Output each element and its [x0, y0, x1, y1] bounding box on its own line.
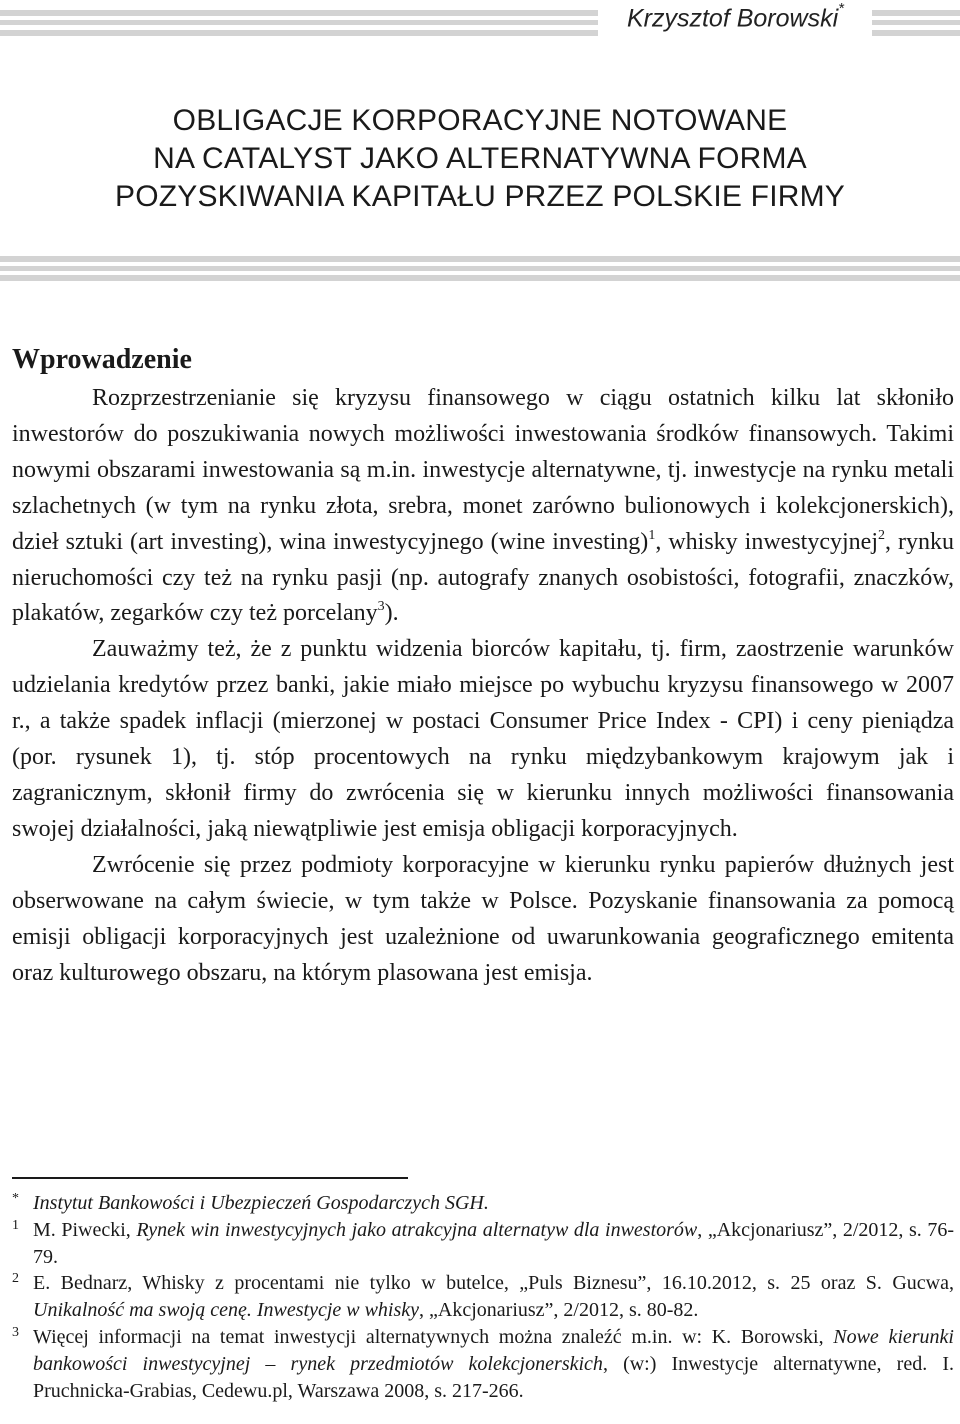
author-name	[626, 0, 844, 33]
header-bar-left	[0, 10, 598, 16]
footnote-mark: 1	[12, 1217, 19, 1233]
title-divider-3	[0, 275, 960, 281]
title-line-2: NA CATALYST JAKO ALTERNATYWNA FORMA	[153, 142, 807, 175]
title-divider-1	[0, 256, 960, 262]
paragraph-1-part-b: , whisky inwestycyjnej	[655, 528, 878, 555]
footnote-separator	[12, 1177, 408, 1179]
footnote-ref-2: 2	[878, 527, 885, 543]
footnote-mark: *	[12, 1191, 19, 1206]
paragraph-1-part-a: Rozprzestrzenianie się kryzysu finansowego w ciągu ostatnich kilku lat skłoniło inwestorów do poszukiwania nowych możliwości inwestowania środków finansowych. Takimi nowymi obszarami inwestowania są m.in. inwestycje alternatywne, tj. inwestycje na rynku metali szlachetnych (w tym na rynku złota, srebra, monet zarówno bulionowych i kolekcjonerskich), dzieł sztuki (art investing), wina inwestycyjnego (wine investing)	[12, 385, 954, 555]
title-line-3: POZYSKIWANIA KAPITAŁU PRZEZ POLSKIE FIRMY	[114, 180, 846, 213]
article-title	[0, 102, 960, 216]
paragraph-1-part-c: , rynku nieruchomości czy też na rynku pasji (np. autografy znanych osobistości, fotografii, znaczków, plakatów, zegarków czy też porcelany	[12, 528, 955, 627]
footnote-ref-3: 3	[377, 599, 385, 615]
footnote-mark: 3	[12, 1324, 19, 1340]
author-text: Krzysztof Borowski	[626, 4, 839, 33]
header-bar-left-2	[0, 20, 598, 25]
footnote-text: , (w:) Inwestycje alternatywne, red. I. Pruchnicka-Grabias, Cedewu.pl, Warszawa 2008, s. 217-266.	[33, 1352, 955, 1402]
footnote-1	[12, 1217, 954, 1271]
header-bar-left-3	[0, 30, 598, 36]
footnote-text: Więcej informacji na temat inwestycji alternatywnych można znaleźć m.in. w: K. Borowski,	[33, 1325, 834, 1348]
body-text	[12, 381, 954, 991]
footnote-3	[12, 1324, 954, 1404]
footnote-text: E. Bednarz, Whisky z procentami nie tylko w butelce, „Puls Biznesu”, 16.10.2012, s. 25 oraz S. Gucwa,	[33, 1272, 954, 1295]
header-bar-right	[872, 10, 960, 16]
footnote-affiliation	[12, 1190, 954, 1217]
footnote-ref-1: 1	[648, 527, 656, 543]
paragraph-1-part-d: ).	[384, 600, 399, 627]
footnote-text: , „Akcjonariusz”, 2/2012, s. 76-79.	[33, 1218, 955, 1268]
paragraph-3: Zwrócenie się przez podmioty korporacyjne w kierunku rynku papierów dłużnych jest obserwowane na całym świecie, w tym także w Polsce. Pozyskanie finansowania za pomocą emisji obligacji korporacyjnych jest uzależnione od uwarunkowania geograficznego emitenta oraz kulturowego obszaru, na którym plasowana jest emisja.	[12, 851, 954, 986]
author-footnote-mark: *	[838, 0, 844, 17]
footnote-2	[12, 1270, 954, 1324]
paragraph-1	[12, 381, 954, 632]
section-heading: Wprowadzenie	[12, 344, 192, 375]
footnote-cited-title: Unikalność ma swoją cenę. Inwestycje w whisky	[33, 1299, 420, 1322]
footnote-cited-title: Rynek win inwestycyjnych jako atrakcyjna alternatyw dla inwestorów	[136, 1218, 698, 1241]
footnote-mark: 2	[12, 1271, 19, 1287]
footnote-text: , „Akcjonariusz”, 2/2012, s. 80-82.	[419, 1299, 699, 1322]
title-divider-2	[0, 266, 960, 271]
paragraph-2: Zauważmy też, że z punktu widzenia biorców kapitału, tj. firm, zaostrzenie warunków udzielania kredytów przez banki, jakie miało miejsce po wybuchu kryzysu finansowego w 2007 r., a także spadek inflacji (mierzonej w postaci Consumer Price Index - CPI) i ceny pieniądza (por. rysunek 1), tj. stóp procentowych na rynku międzybankowym krajowym jak i zagranicznym, skłonił firmy do zwrócenia się w kierunku innych możliwości finansowania swojej działalności, jaką niewątpliwie jest emisja obligacji korporacyjnych.	[12, 636, 954, 842]
header-bar-right-2	[872, 20, 960, 25]
header-bar-right-3	[872, 30, 960, 36]
title-line-1: OBLIGACJE KORPORACYJNE NOTOWANE	[172, 104, 788, 137]
footnote-text: M. Piwecki,	[33, 1218, 137, 1241]
footnotes	[12, 1190, 954, 1404]
footnote-text: Instytut Bankowości i Ubezpieczeń Gospodarczych SGH.	[33, 1192, 489, 1214]
footnote-cited-title: Nowe kierunki bankowości inwestycyjnej – rynek przedmiotów kolekcjonerskich	[33, 1325, 954, 1375]
